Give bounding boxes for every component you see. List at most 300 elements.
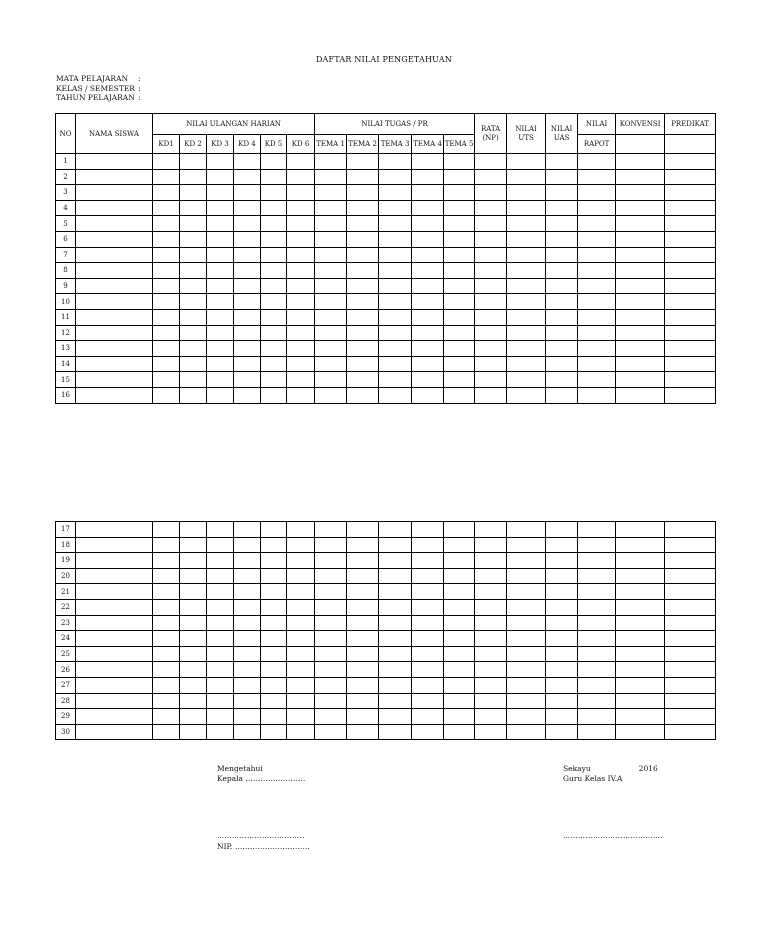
grade-cell [234,341,261,357]
grade-cell [444,662,475,678]
grade-cell [347,278,379,294]
grade-cell [665,325,716,341]
grade-cell [347,154,379,170]
grade-cell [207,294,234,310]
grade-cell [180,263,207,279]
grade-cell [234,231,261,247]
grade-cell [261,584,287,600]
grade-cell [180,309,207,325]
grade-cell [153,646,180,662]
grade-cell [444,522,475,538]
table-row [56,356,716,372]
grade-cell [180,185,207,201]
grade-cell [315,615,347,631]
grade-cell [475,169,507,185]
grade-cell [315,522,347,538]
grade-cell [475,341,507,357]
grade-cell [261,631,287,647]
grade-cell [347,662,379,678]
grade-cell [665,615,716,631]
grade-cell [665,216,716,232]
nip-label: NIP. ………………………… [217,842,310,851]
grade-cell [261,387,287,403]
header-kd-4: KD 4 [234,135,261,154]
grade-cell [444,387,475,403]
grade-cell [153,263,180,279]
grade-cell [76,387,153,403]
grade-cell [444,599,475,615]
grade-cell [507,231,546,247]
table-row [56,693,716,709]
grade-cell [76,325,153,341]
grade-cell [347,646,379,662]
grade-cell [616,387,665,403]
grade-cell [665,231,716,247]
grade-cell [616,356,665,372]
grade-cell [665,537,716,553]
grade-cell [261,325,287,341]
grade-cell [379,724,412,740]
grade-cell [546,709,578,725]
grade-cell [180,646,207,662]
grade-cell [616,185,665,201]
header-rata-np: RATA (NP) [475,114,507,154]
row-number: 5 [56,216,76,232]
table-row [56,294,716,310]
grade-cell [665,200,716,216]
grade-cell [180,216,207,232]
meta-label: KELAS / SEMESTER [56,83,135,93]
grade-cell [475,693,507,709]
grade-cell [76,537,153,553]
grade-cell [665,309,716,325]
table-row [56,247,716,263]
row-number: 12 [56,325,76,341]
grade-cell [546,553,578,569]
row-number: 18 [56,537,76,553]
grade-cell [287,646,315,662]
grade-cell [475,309,507,325]
grade-cell [153,278,180,294]
grade-cell [475,662,507,678]
grade-cell [234,185,261,201]
grade-cell [616,216,665,232]
grade-cell [379,584,412,600]
grade-cell [507,584,546,600]
grade-cell [507,387,546,403]
grade-cell [546,568,578,584]
grade-cell [315,263,347,279]
grade-cell [207,677,234,693]
grade-cell [444,325,475,341]
grade-cell [475,677,507,693]
grade-cell [412,154,444,170]
grade-cell [347,522,379,538]
grade-cell [546,693,578,709]
grade-cell [207,263,234,279]
grade-cell [234,247,261,263]
grade-cell [665,278,716,294]
row-number: 2 [56,169,76,185]
grade-cell [76,154,153,170]
grade-cell [507,646,546,662]
footer-left [217,764,305,783]
grade-cell [444,341,475,357]
grade-cell [665,693,716,709]
grade-cell [315,278,347,294]
row-number: 11 [56,309,76,325]
grade-cell [76,724,153,740]
grade-cell [180,341,207,357]
grade-cell [475,631,507,647]
row-number: 21 [56,584,76,600]
grade-cell [578,231,616,247]
grade-cell [234,278,261,294]
grade-cell [347,325,379,341]
grade-cell [207,522,234,538]
grade-cell [207,387,234,403]
table-row [56,278,716,294]
grade-cell [180,154,207,170]
grade-cell [578,631,616,647]
grade-cell [665,372,716,388]
grade-cell [315,568,347,584]
grade-cell [207,372,234,388]
grade-cell [616,200,665,216]
grade-cell [379,599,412,615]
grade-cell [665,522,716,538]
grade-cell [665,709,716,725]
grade-cell [347,387,379,403]
grade-cell [444,568,475,584]
grade-cell [546,372,578,388]
grade-cell [412,693,444,709]
grade-cell [180,356,207,372]
grade-cell [261,169,287,185]
grade-cell [261,247,287,263]
grade-cell [412,584,444,600]
table-row [56,216,716,232]
table-row [56,372,716,388]
grade-cell [379,522,412,538]
grade-cell [234,693,261,709]
guru-kelas-label: Guru Kelas IV.A [563,773,623,783]
grade-cell [578,154,616,170]
grade-cell [234,537,261,553]
grade-cell [76,631,153,647]
header-kd-1: KD1 [153,135,180,154]
grade-cell [180,522,207,538]
grade-cell [412,325,444,341]
grade-cell [234,216,261,232]
grade-cell [578,677,616,693]
grade-cell [507,263,546,279]
grade-cell [207,662,234,678]
grade-cell [315,537,347,553]
grade-cell [616,231,665,247]
grade-cell [616,263,665,279]
grade-cell [412,294,444,310]
row-number: 20 [56,568,76,584]
grade-cell [616,169,665,185]
grade-cell [507,537,546,553]
grade-cell [379,185,412,201]
grade-cell [234,200,261,216]
grade-cell [261,662,287,678]
grade-cell [616,584,665,600]
meta-mata-pelajaran [56,74,141,84]
grade-cell [665,294,716,310]
grade-cell [234,599,261,615]
grade-cell [153,231,180,247]
grade-cell [180,537,207,553]
grade-cell [616,294,665,310]
grade-cell [475,356,507,372]
grade-cell [616,522,665,538]
header-kd-2: KD 2 [180,135,207,154]
grade-cell [546,646,578,662]
grade-cell [287,325,315,341]
grade-cell [412,724,444,740]
grade-cell [507,615,546,631]
grade-cell [444,278,475,294]
grade-cell [234,724,261,740]
grade-cell [234,615,261,631]
grade-cell [507,709,546,725]
grade-cell [76,553,153,569]
grade-cell [475,553,507,569]
grade-cell [287,724,315,740]
grade-cell [507,522,546,538]
grade-cell [315,677,347,693]
grade-cell [261,646,287,662]
grade-cell [475,216,507,232]
grade-cell [261,724,287,740]
grade-cell [153,372,180,388]
grade-cell [261,372,287,388]
grade-cell [578,662,616,678]
grade-cell [234,568,261,584]
row-number: 25 [56,646,76,662]
grade-cell [180,599,207,615]
grade-cell [347,724,379,740]
year-label: 2016 [638,764,658,773]
grade-cell [153,309,180,325]
grade-cell [347,341,379,357]
grade-cell [315,341,347,357]
grade-cell [444,372,475,388]
grade-cell [347,615,379,631]
grade-cell [347,537,379,553]
table-row [56,263,716,279]
grade-cell [665,553,716,569]
grade-cell [76,662,153,678]
grade-cell [315,631,347,647]
page-title: DAFTAR NILAI PENGETAHUAN [315,55,453,64]
grade-cell [347,568,379,584]
grade-cell [616,341,665,357]
table-row [56,724,716,740]
grade-cell [180,200,207,216]
grade-cell [507,631,546,647]
grade-cell [616,537,665,553]
grade-cell [287,200,315,216]
grade-cell [153,599,180,615]
grade-cell [546,294,578,310]
grade-cell [546,263,578,279]
grade-cell [665,568,716,584]
grade-cell [315,185,347,201]
grade-cell [444,309,475,325]
table-row [56,599,716,615]
grade-cell [379,693,412,709]
grade-cell [347,599,379,615]
grade-cell [153,247,180,263]
grade-cell [347,693,379,709]
grade-cell [616,568,665,584]
grade-cell [578,309,616,325]
grade-cell [287,387,315,403]
grade-cell [379,278,412,294]
table-row [56,646,716,662]
grade-cell [287,537,315,553]
header-tema-5: TEMA 5 [444,135,475,154]
grade-cell [578,646,616,662]
grade-cell [207,631,234,647]
grade-cell [180,631,207,647]
grade-cell [207,341,234,357]
grade-cell [207,646,234,662]
grade-cell [76,263,153,279]
row-number: 7 [56,247,76,263]
grade-cell [180,584,207,600]
grade-cell [315,693,347,709]
grade-cell [616,599,665,615]
grade-cell [76,522,153,538]
header-tema-2: TEMA 2 [347,135,379,154]
grade-cell [616,372,665,388]
grade-cell [507,154,546,170]
row-number: 22 [56,599,76,615]
grade-cell [261,341,287,357]
grade-cell [616,325,665,341]
grade-cell [546,615,578,631]
grade-cell [287,615,315,631]
grade-cell [475,584,507,600]
grade-cell [475,522,507,538]
grade-cell [665,185,716,201]
table-row [56,584,716,600]
grade-cell [207,568,234,584]
grade-cell [379,568,412,584]
grade-cell [153,341,180,357]
grade-cell [261,537,287,553]
grade-cell [261,693,287,709]
grade-cell [76,216,153,232]
grade-cell [315,216,347,232]
grade-cell [234,309,261,325]
grade-cell [507,356,546,372]
grade-cell [180,553,207,569]
grade-cell [444,200,475,216]
grade-cell [315,200,347,216]
grade-cell [153,185,180,201]
grade-cell [315,309,347,325]
grade-cell [234,263,261,279]
grade-cell [578,216,616,232]
grade-cell [315,372,347,388]
grade-cell [153,216,180,232]
grade-cell [153,154,180,170]
table-row [56,537,716,553]
grade-cell [180,615,207,631]
grade-cell [665,646,716,662]
grade-cell [180,294,207,310]
row-number: 10 [56,294,76,310]
grade-cell [444,247,475,263]
grade-cell [76,356,153,372]
grade-cell [475,646,507,662]
grade-cell [507,724,546,740]
grade-cell [207,537,234,553]
grade-cell [665,247,716,263]
grade-cell [347,231,379,247]
grade-cell [207,309,234,325]
grade-cell [475,185,507,201]
grade-cell [287,356,315,372]
grade-cell [180,372,207,388]
grade-cell [616,247,665,263]
row-number: 8 [56,263,76,279]
grade-cell [76,341,153,357]
grade-cell [507,662,546,678]
grade-cell [578,278,616,294]
row-number: 3 [56,185,76,201]
grade-cell [665,677,716,693]
grade-cell [507,278,546,294]
grade-cell [347,216,379,232]
place-date-line [563,764,658,774]
grade-cell [546,231,578,247]
grade-cell [412,169,444,185]
header-predikat-sub [665,135,716,154]
row-number: 13 [56,341,76,357]
grade-cell [578,341,616,357]
grade-cell [507,553,546,569]
grade-cell [76,568,153,584]
grade-cell [475,325,507,341]
grade-cell [665,154,716,170]
grade-cell [507,216,546,232]
grade-cell [444,185,475,201]
grade-cell [234,662,261,678]
grade-cell [180,709,207,725]
grade-cell [616,709,665,725]
grade-cell [76,294,153,310]
grade-cell [578,599,616,615]
grade-cell [665,387,716,403]
grade-cell [546,185,578,201]
grade-cell [379,216,412,232]
grade-cell [412,341,444,357]
row-number: 30 [56,724,76,740]
grade-cell [315,356,347,372]
grade-cell [507,341,546,357]
table-row [56,631,716,647]
grade-cell [347,584,379,600]
grade-cell [412,263,444,279]
meta-label: MATA PELAJARAN [56,74,129,83]
